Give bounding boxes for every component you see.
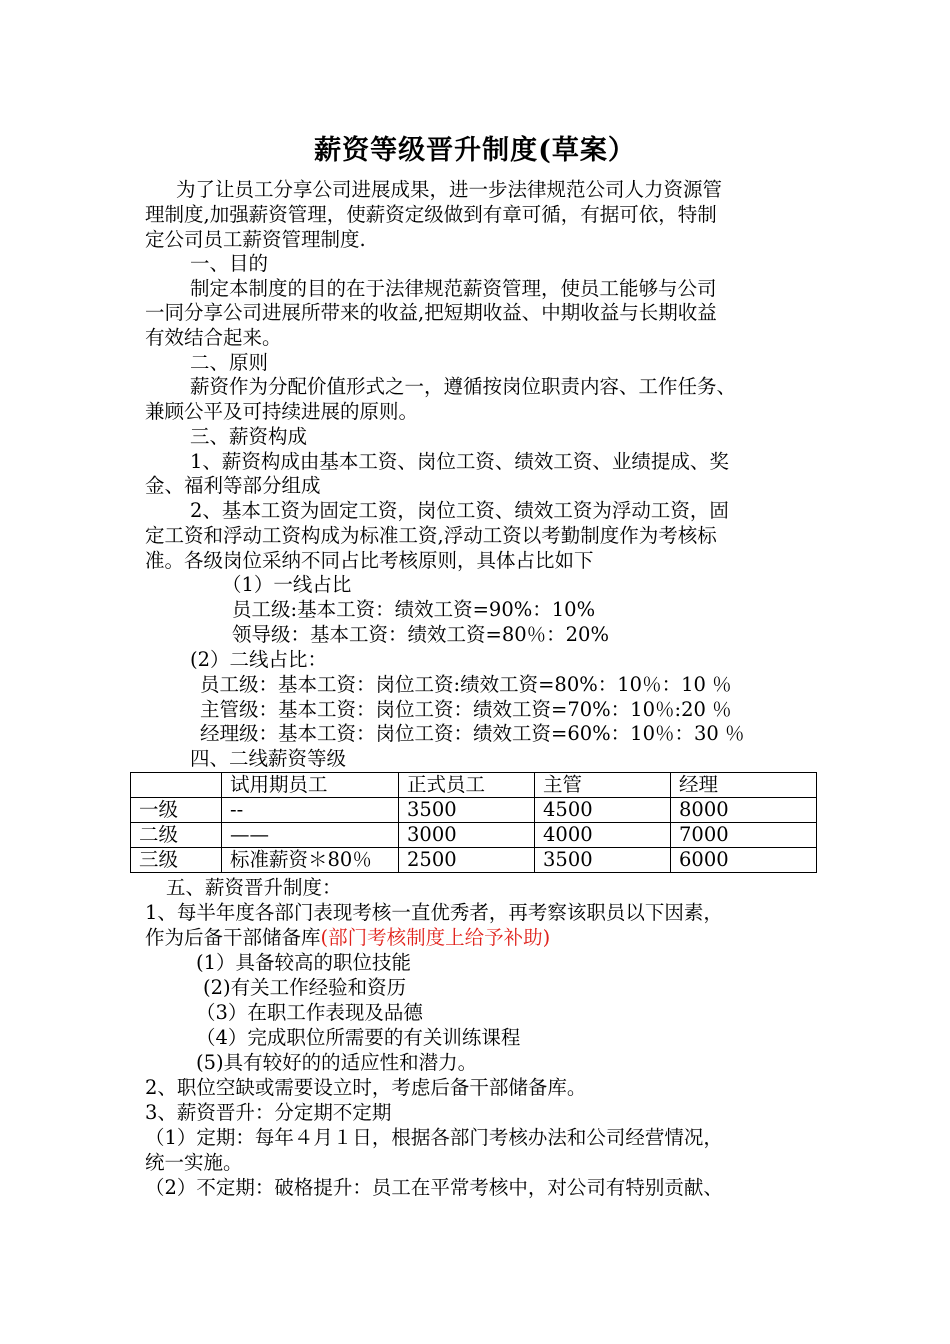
- highlight-note: (部门考核制度上给予补助): [320, 926, 551, 949]
- document-title: 薪资等级晋升制度(草案）: [314, 135, 636, 166]
- paragraph-line: 2、基本工资为固定工资，岗位工资、绩效工资为浮动工资，固: [190, 499, 729, 522]
- list-item: （4）完成职位所需要的有关训练课程: [196, 1026, 521, 1049]
- paragraph-line: 薪资作为分配价值形式之一，遵循按岗位职责内容、工作任务、: [190, 375, 737, 398]
- list-item: (1）具备较高的职位技能: [196, 951, 412, 974]
- table-header-cell: 试用期员工: [222, 773, 399, 798]
- section-heading: 五、薪资晋升制度：: [166, 876, 342, 899]
- ratio-heading: （1）一线占比: [222, 573, 352, 596]
- table-header-cell: 经理: [671, 773, 817, 798]
- section-heading: 一、目的: [190, 252, 269, 275]
- paragraph-line: 兼顾公平及可持续进展的原则。: [145, 400, 419, 423]
- table-cell: 二级: [131, 823, 222, 848]
- table-cell: 4000: [535, 823, 671, 848]
- table-cell: 3000: [399, 823, 535, 848]
- section-heading: 三、薪资构成: [190, 425, 308, 448]
- table-row: [131, 798, 817, 823]
- intro-line: 定公司员工薪资管理制度.: [145, 228, 366, 251]
- paragraph-line: 准。各级岗位采纳不同占比考核原则，具体占比如下: [145, 549, 594, 572]
- ratio-line: 员工级:基本工资：绩效工资=90%：10%: [232, 598, 596, 621]
- table-cell: 一级: [131, 798, 222, 823]
- list-item: (5)具有较好的的适应性和潜力。: [196, 1051, 478, 1074]
- paragraph-line: 金、福利等部分组成: [145, 474, 321, 497]
- table-cell: 标准薪资＊80％: [222, 848, 399, 873]
- paragraph-line: 2、职位空缺或需要设立时，考虑后备干部储备库。: [145, 1076, 587, 1099]
- table-header-cell: 主管: [535, 773, 671, 798]
- table-row: [131, 823, 817, 848]
- table-cell: 3500: [535, 848, 671, 873]
- table-cell: ——: [222, 823, 399, 848]
- paragraph-line: 有效结合起来。: [145, 326, 282, 349]
- intro-line: 理制度,加强薪资管理，使薪资定级做到有章可循，有据可依，特制: [145, 203, 717, 226]
- list-item: （3）在职工作表现及品德: [196, 1001, 423, 1024]
- paragraph-text: 作为后备干部储备库: [145, 926, 321, 949]
- list-item: (2)有关工作经验和资历: [203, 976, 407, 999]
- paragraph-line: 定工资和浮动工资构成为标准工资,浮动工资以考勤制度作为考核标: [145, 524, 717, 547]
- table-cell: 7000: [671, 823, 817, 848]
- ratio-line: 员工级：基本工资：岗位工资:绩效工资=80%：10％：10 ％: [200, 673, 732, 696]
- paragraph-line: [145, 925, 550, 950]
- paragraph-line: 1、每半年度各部门表现考核一直优秀者，再考察该职员以下因素，: [145, 901, 723, 924]
- table-row: [131, 848, 817, 873]
- intro-line: 为了让员工分享公司进展成果，进一步法律规范公司人力资源管: [176, 178, 723, 201]
- paragraph-line: 统一实施。: [145, 1151, 243, 1174]
- paragraph-line: 一同分享公司进展所带来的收益,把短期收益、中期收益与长期收益: [145, 301, 717, 324]
- table-header-cell: [131, 773, 222, 798]
- table-header-cell: 正式员工: [399, 773, 535, 798]
- paragraph-line: （2）不定期：破格提升：员工在平常考核中，对公司有特别贡献、: [145, 1176, 723, 1199]
- paragraph-line: 1、薪资构成由基本工资、岗位工资、绩效工资、业绩提成、奖: [190, 450, 729, 473]
- table-cell: --: [222, 798, 399, 823]
- ratio-heading: (2）二线占比：: [190, 648, 328, 671]
- table-cell: 6000: [671, 848, 817, 873]
- section-heading: 四、二线薪资等级: [190, 747, 347, 770]
- table-cell: 三级: [131, 848, 222, 873]
- table-cell: 4500: [535, 798, 671, 823]
- paragraph-line: 制定本制度的目的在于法律规范薪资管理，使员工能够与公司: [190, 277, 717, 300]
- ratio-line: 领导级：基本工资：绩效工资=80％：20%: [232, 623, 609, 646]
- salary-grade-table: [130, 772, 817, 873]
- table-header-row: [131, 773, 817, 798]
- table-cell: 3500: [399, 798, 535, 823]
- ratio-line: 主管级：基本工资：岗位工资：绩效工资=70%：10％:20 ％: [200, 698, 732, 721]
- paragraph-line: 3、薪资晋升：分定期不定期: [145, 1101, 392, 1124]
- table-cell: 2500: [399, 848, 535, 873]
- paragraph-line: （1）定期：每年４月１日，根据各部门考核办法和公司经营情况，: [145, 1126, 723, 1149]
- table-cell: 8000: [671, 798, 817, 823]
- section-heading: 二、原则: [190, 351, 269, 374]
- ratio-line: 经理级：基本工资：岗位工资：绩效工资=60%：10％：30 ％: [200, 722, 745, 745]
